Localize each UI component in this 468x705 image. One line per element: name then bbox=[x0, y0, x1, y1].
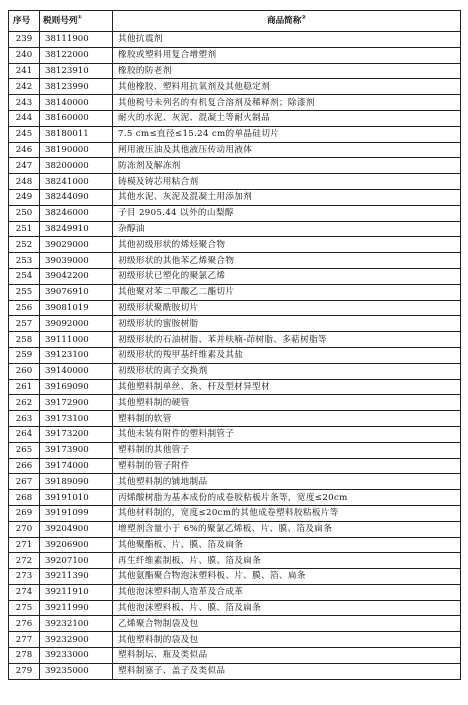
seq-cell: 275 bbox=[9, 600, 40, 616]
commodity-table bbox=[8, 10, 461, 680]
name-cell: 塑料制的管子附件 bbox=[113, 458, 461, 474]
header-name bbox=[113, 11, 461, 32]
name-cell: 橡胶的防老剂 bbox=[113, 63, 461, 79]
table-row bbox=[9, 632, 461, 648]
table-row bbox=[9, 363, 461, 379]
seq-cell: 264 bbox=[9, 426, 40, 442]
table-row bbox=[9, 79, 461, 95]
seq-cell: 278 bbox=[9, 648, 40, 664]
code-cell: 38111900 bbox=[40, 32, 113, 48]
name-cell: 杂醇油 bbox=[113, 221, 461, 237]
code-cell: 39233000 bbox=[40, 648, 113, 664]
seq-cell: 263 bbox=[9, 411, 40, 427]
seq-cell: 273 bbox=[9, 569, 40, 585]
code-cell: 39191010 bbox=[40, 490, 113, 506]
table-row bbox=[9, 126, 461, 142]
table-row bbox=[9, 63, 461, 79]
seq-cell: 272 bbox=[9, 553, 40, 569]
seq-cell: 245 bbox=[9, 126, 40, 142]
code-cell: 38140000 bbox=[40, 95, 113, 111]
name-cell: 其他橡胶、塑料用抗氧剂及其他稳定剂 bbox=[113, 79, 461, 95]
seq-cell: 279 bbox=[9, 663, 40, 679]
name-cell: 初级形状已塑化的聚氯乙烯 bbox=[113, 268, 461, 284]
seq-cell: 266 bbox=[9, 458, 40, 474]
table-row bbox=[9, 442, 461, 458]
code-cell: 39092000 bbox=[40, 316, 113, 332]
name-cell: 塑料制的其他管子 bbox=[113, 442, 461, 458]
seq-cell: 258 bbox=[9, 332, 40, 348]
seq-cell: 239 bbox=[9, 32, 40, 48]
table-row bbox=[9, 379, 461, 395]
code-cell: 39232100 bbox=[40, 616, 113, 632]
code-cell: 39173200 bbox=[40, 426, 113, 442]
table-row bbox=[9, 110, 461, 126]
code-cell: 39207100 bbox=[40, 553, 113, 569]
header-name-note: ② bbox=[301, 15, 307, 21]
name-cell: 7.5 cm≤直径≤15.24 cm的单晶硅切片 bbox=[113, 126, 461, 142]
header-seq bbox=[9, 11, 40, 32]
name-cell: 初级形状的其他苯乙烯聚合物 bbox=[113, 253, 461, 269]
name-cell: 初级形状的离子交换剂 bbox=[113, 363, 461, 379]
seq-cell: 251 bbox=[9, 221, 40, 237]
code-cell: 38244090 bbox=[40, 189, 113, 205]
code-cell: 39204900 bbox=[40, 521, 113, 537]
code-cell: 39169090 bbox=[40, 379, 113, 395]
name-cell: 增塑剂含量小于 6%的聚氯乙烯板、片、膜、箔及扁条 bbox=[113, 521, 461, 537]
seq-cell: 254 bbox=[9, 268, 40, 284]
table-row bbox=[9, 648, 461, 664]
code-cell: 39076910 bbox=[40, 284, 113, 300]
seq-cell: 269 bbox=[9, 505, 40, 521]
name-cell: 其他聚酯板、片、膜、箔及扁条 bbox=[113, 537, 461, 553]
code-cell: 39211990 bbox=[40, 600, 113, 616]
seq-cell: 247 bbox=[9, 158, 40, 174]
seq-cell: 274 bbox=[9, 584, 40, 600]
code-cell: 39189090 bbox=[40, 474, 113, 490]
table-row bbox=[9, 663, 461, 679]
table-header bbox=[9, 11, 461, 32]
code-cell: 39140000 bbox=[40, 363, 113, 379]
seq-cell: 265 bbox=[9, 442, 40, 458]
name-cell: 初级形状聚酰胺切片 bbox=[113, 300, 461, 316]
seq-cell: 276 bbox=[9, 616, 40, 632]
table-row bbox=[9, 300, 461, 316]
name-cell: 其他材料制的，宽度≤20cm的其他成卷塑料胶粘板片等 bbox=[113, 505, 461, 521]
code-cell: 38241000 bbox=[40, 174, 113, 190]
seq-cell: 262 bbox=[9, 395, 40, 411]
header-name-label: 商品简称 bbox=[266, 16, 302, 26]
table-row bbox=[9, 458, 461, 474]
code-cell: 39081019 bbox=[40, 300, 113, 316]
seq-cell: 256 bbox=[9, 300, 40, 316]
name-cell: 初级形状的石油树脂、苯并呋喃-茚树脂、多萜树脂等 bbox=[113, 332, 461, 348]
table-row bbox=[9, 189, 461, 205]
seq-cell: 240 bbox=[9, 47, 40, 63]
name-cell: 其他氨酯聚合物泡沫塑料板、片、膜、箔、扁条 bbox=[113, 569, 461, 585]
code-cell: 39172900 bbox=[40, 395, 113, 411]
name-cell: 防冻剂及解冻剂 bbox=[113, 158, 461, 174]
seq-cell: 267 bbox=[9, 474, 40, 490]
table-row bbox=[9, 268, 461, 284]
seq-cell: 270 bbox=[9, 521, 40, 537]
name-cell: 初级形状的羧甲基纤维素及其盐 bbox=[113, 347, 461, 363]
seq-cell: 255 bbox=[9, 284, 40, 300]
code-cell: 38246000 bbox=[40, 205, 113, 221]
seq-cell: 242 bbox=[9, 79, 40, 95]
code-cell: 38180011 bbox=[40, 126, 113, 142]
name-cell: 塑料制坛、瓶及类似品 bbox=[113, 648, 461, 664]
code-cell: 38122000 bbox=[40, 47, 113, 63]
code-cell: 39191099 bbox=[40, 505, 113, 521]
seq-cell: 248 bbox=[9, 174, 40, 190]
code-cell: 38160000 bbox=[40, 110, 113, 126]
table-row bbox=[9, 521, 461, 537]
table-row bbox=[9, 569, 461, 585]
name-cell: 其他塑料制的硬管 bbox=[113, 395, 461, 411]
table-row bbox=[9, 174, 461, 190]
seq-cell: 249 bbox=[9, 189, 40, 205]
code-cell: 38123990 bbox=[40, 79, 113, 95]
name-cell: 子目 2905.44 以外的山梨醇 bbox=[113, 205, 461, 221]
name-cell: 橡胶或塑料用复合增塑剂 bbox=[113, 47, 461, 63]
name-cell: 其他塑料制的铺地制品 bbox=[113, 474, 461, 490]
code-cell: 39206900 bbox=[40, 537, 113, 553]
name-cell: 其他泡沫塑料制人造革及合成革 bbox=[113, 584, 461, 600]
name-cell: 其他初级形状的烯烃聚合物 bbox=[113, 237, 461, 253]
code-cell: 38249910 bbox=[40, 221, 113, 237]
code-cell: 38123910 bbox=[40, 63, 113, 79]
table-row bbox=[9, 253, 461, 269]
seq-cell: 244 bbox=[9, 110, 40, 126]
code-cell: 39173900 bbox=[40, 442, 113, 458]
name-cell: 其他泡沫塑料板、片、膜、箔及扁条 bbox=[113, 600, 461, 616]
seq-cell: 268 bbox=[9, 490, 40, 506]
seq-cell: 271 bbox=[9, 537, 40, 553]
table-row bbox=[9, 616, 461, 632]
table-row bbox=[9, 347, 461, 363]
code-cell: 39211390 bbox=[40, 569, 113, 585]
code-cell: 39232900 bbox=[40, 632, 113, 648]
header-code bbox=[40, 11, 113, 32]
seq-cell: 260 bbox=[9, 363, 40, 379]
table-row bbox=[9, 316, 461, 332]
name-cell: 再生纤维素制板、片、膜、箔及扁条 bbox=[113, 553, 461, 569]
seq-cell: 241 bbox=[9, 63, 40, 79]
code-cell: 39111000 bbox=[40, 332, 113, 348]
table-row bbox=[9, 584, 461, 600]
table-row bbox=[9, 395, 461, 411]
table-row bbox=[9, 158, 461, 174]
table-row bbox=[9, 426, 461, 442]
table-body bbox=[9, 32, 461, 680]
seq-cell: 261 bbox=[9, 379, 40, 395]
header-code-label: 税则号列 bbox=[43, 16, 78, 26]
seq-cell: 253 bbox=[9, 253, 40, 269]
table-row bbox=[9, 474, 461, 490]
table-row bbox=[9, 32, 461, 48]
table-row bbox=[9, 47, 461, 63]
table-row bbox=[9, 95, 461, 111]
code-cell: 39235000 bbox=[40, 663, 113, 679]
table-row bbox=[9, 284, 461, 300]
header-row bbox=[9, 11, 461, 32]
code-cell: 38190000 bbox=[40, 142, 113, 158]
name-cell: 铸模及铸芯用粘合剂 bbox=[113, 174, 461, 190]
code-cell: 39173100 bbox=[40, 411, 113, 427]
code-cell: 39174000 bbox=[40, 458, 113, 474]
name-cell: 其他塑料制的袋及包 bbox=[113, 632, 461, 648]
seq-cell: 243 bbox=[9, 95, 40, 111]
name-cell: 其他未装有附件的塑料制管子 bbox=[113, 426, 461, 442]
seq-cell: 277 bbox=[9, 632, 40, 648]
seq-cell: 257 bbox=[9, 316, 40, 332]
code-cell: 39211910 bbox=[40, 584, 113, 600]
name-cell: 塑料制塞子、盖子及类似品 bbox=[113, 663, 461, 679]
table-row bbox=[9, 332, 461, 348]
code-cell: 38200000 bbox=[40, 158, 113, 174]
seq-cell: 250 bbox=[9, 205, 40, 221]
name-cell: 丙烯酸树脂为基本成份的成卷胶粘板片条等，宽度≤20cm bbox=[113, 490, 461, 506]
table-row bbox=[9, 411, 461, 427]
header-seq-label: 序号 bbox=[13, 16, 31, 26]
name-cell: 初级形状的蜜胺树脂 bbox=[113, 316, 461, 332]
table-row bbox=[9, 490, 461, 506]
name-cell: 闸用液压油及其他液压传动用液体 bbox=[113, 142, 461, 158]
table-row bbox=[9, 553, 461, 569]
table-row bbox=[9, 600, 461, 616]
code-cell: 39039000 bbox=[40, 253, 113, 269]
code-cell: 39123100 bbox=[40, 347, 113, 363]
name-cell: 其他塑料制单丝、条、杆及型材异型材 bbox=[113, 379, 461, 395]
name-cell: 其他抗震剂 bbox=[113, 32, 461, 48]
code-cell: 39042200 bbox=[40, 268, 113, 284]
name-cell: 其他税号未列名的有机复合溶剂及稀释剂；除漆剂 bbox=[113, 95, 461, 111]
seq-cell: 259 bbox=[9, 347, 40, 363]
name-cell: 其他聚对苯二甲酸乙二酯切片 bbox=[113, 284, 461, 300]
table-row bbox=[9, 505, 461, 521]
name-cell: 其他水泥、灰泥及混凝土用添加剂 bbox=[113, 189, 461, 205]
table-row bbox=[9, 142, 461, 158]
name-cell: 乙烯聚合物制袋及包 bbox=[113, 616, 461, 632]
table-row bbox=[9, 221, 461, 237]
header-code-note: ① bbox=[77, 15, 83, 21]
table-row bbox=[9, 237, 461, 253]
code-cell: 39029000 bbox=[40, 237, 113, 253]
name-cell: 耐火的水泥、灰泥、混凝土等耐火制品 bbox=[113, 110, 461, 126]
name-cell: 塑料制的软管 bbox=[113, 411, 461, 427]
table-row bbox=[9, 537, 461, 553]
seq-cell: 246 bbox=[9, 142, 40, 158]
table-row bbox=[9, 205, 461, 221]
seq-cell: 252 bbox=[9, 237, 40, 253]
